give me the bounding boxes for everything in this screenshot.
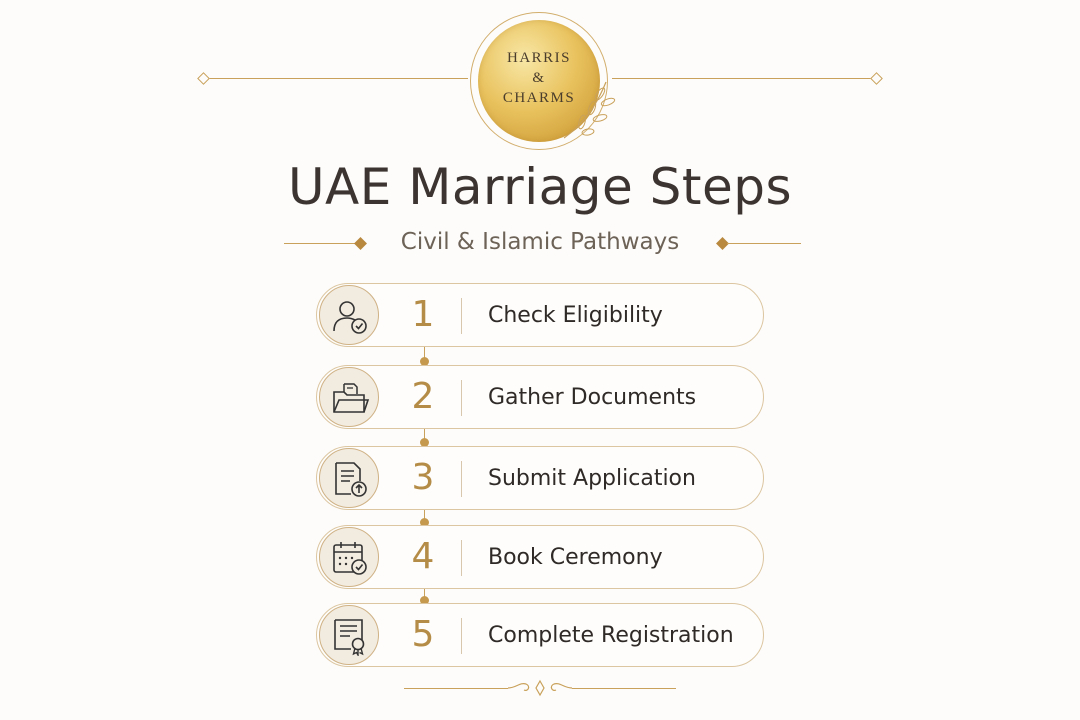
step-card-1 [316, 283, 764, 347]
bottom-right-rule [572, 688, 676, 689]
folder-documents-icon [330, 378, 370, 418]
step-number: 2 [411, 376, 435, 417]
logo-text-line2: & [532, 70, 546, 86]
step-divider [461, 461, 462, 497]
person-check-icon [330, 296, 370, 336]
step-number: 5 [411, 614, 435, 655]
step-label: Complete Registration [488, 623, 734, 648]
step-number: 4 [411, 536, 435, 577]
top-left-rule [206, 78, 468, 79]
step-card-5 [316, 603, 764, 667]
logo-text-line1: HARRIS [506, 50, 571, 66]
step-card-2 [316, 365, 764, 429]
step-icon-badge [319, 605, 379, 665]
step-card-4 [316, 525, 764, 589]
step-card-3 [316, 446, 764, 510]
top-right-diamond [870, 72, 883, 85]
document-upload-icon [330, 459, 370, 499]
step-number: 3 [411, 457, 435, 498]
page-subtitle: Civil & Islamic Pathways [400, 229, 680, 255]
step-number: 1 [411, 294, 435, 335]
step-icon-badge [319, 527, 379, 587]
bottom-flourish-icon [506, 678, 574, 698]
calendar-check-icon [330, 538, 370, 578]
step-label: Check Eligibility [488, 303, 663, 328]
step-icon-badge [319, 448, 379, 508]
step-label: Book Ceremony [488, 545, 663, 570]
page-title: UAE Marriage Steps [287, 158, 793, 216]
logo-text-line3: CHARMS [502, 90, 576, 106]
step-icon-badge [319, 285, 379, 345]
step-divider [461, 540, 462, 576]
olive-branch-icon [560, 72, 624, 144]
bottom-left-rule [404, 688, 508, 689]
certificate-icon [330, 616, 370, 656]
top-right-rule [612, 78, 874, 79]
subtitle-right-rule [727, 243, 801, 244]
top-left-diamond [197, 72, 210, 85]
step-divider [461, 298, 462, 334]
step-divider [461, 380, 462, 416]
step-label: Submit Application [488, 466, 696, 491]
step-label: Gather Documents [488, 385, 697, 410]
step-divider [461, 618, 462, 654]
step-icon-badge [319, 367, 379, 427]
